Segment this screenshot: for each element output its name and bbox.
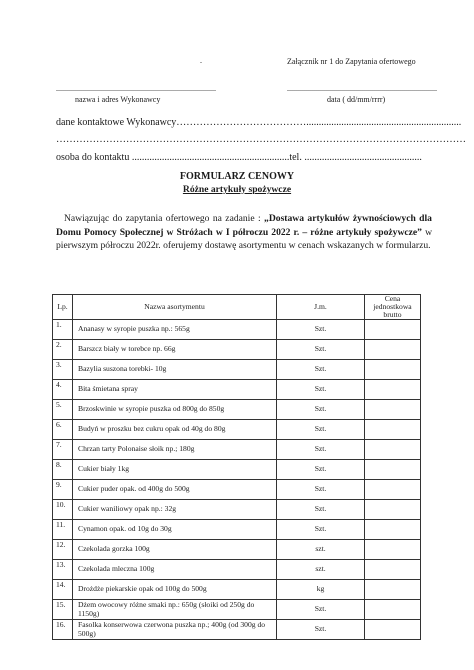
price-cell[interactable] [365,560,421,580]
table-row [53,500,421,520]
price-cell[interactable] [365,460,421,480]
row-lp: 11. [53,520,73,540]
price-cell[interactable] [365,520,421,540]
header-name: Nazwa asortymentu [73,295,277,320]
header-lp: Lp. [53,295,73,320]
row-name: Cukier biały 1kg [73,460,277,480]
price-cell[interactable] [365,340,421,360]
table-header-row [53,295,421,320]
row-name: Chrzan tarty Polonaise słoik np.; 180g [73,440,277,460]
table-row [53,480,421,500]
row-lp: 5. [53,400,73,420]
row-name: Dżem owocowy różne smaki np.: 650g (słoiki od 250g do 1150g) [73,600,277,620]
price-table [52,294,421,640]
row-lp: 8. [53,460,73,480]
row-unit: Szt. [277,600,365,620]
row-name: Bita śmietana spray [73,380,277,400]
table-row [53,340,421,360]
row-lp: 15. [53,600,73,620]
table-row [53,580,421,600]
row-name: Bazylia suszona torebki- 10g [73,360,277,380]
row-unit: kg [277,580,365,600]
intro-text-end: w pierwszym półroczu 2022r. oferujemy dostawę asortymentu w cenach wskazanych w formularzu. [56,226,432,252]
contractor-label: nazwa i adres Wykonawcy [75,95,161,104]
row-unit: Szt. [277,360,365,380]
table-row [53,560,421,580]
price-cell[interactable] [365,580,421,600]
row-unit: Szt. [277,420,365,440]
row-name: Budyń w proszku bez cukru opak od 40g do 80g [73,420,277,440]
row-name: Barszcz biały w torebce np. 66g [73,340,277,360]
row-unit: szt. [277,560,365,580]
row-lp: 10. [53,500,73,520]
price-cell[interactable] [365,620,421,640]
row-unit: Szt. [277,520,365,540]
row-lp: 1. [53,320,73,340]
row-unit: Szt. [277,460,365,480]
contact-line-1: dane kontaktowe Wykonawcy………………………………….............................................................. [56,117,462,128]
intro-task-name: „Dostawa artykułów żywnościowych dla Domu Pomocy Społecznej w Stróżach w I półroczu 2022 r. – różne artykuły spożywcze” [56,213,432,238]
row-name: Brzoskwinie w syropie puszka od 800g do 850g [73,400,277,420]
table-row [53,540,421,560]
row-name: Ananasy w syropie puszka np.: 565g [73,320,277,340]
contact-line-3: osoba do kontaktu ...............................................................tel. ............................................... [56,152,422,163]
date-dots: ........................................................................... [287,84,437,93]
row-name: Czekolada mleczna 100g [73,560,277,580]
table-row [53,600,421,620]
price-cell[interactable] [365,320,421,340]
price-cell[interactable] [365,440,421,460]
table-row [53,360,421,380]
table-row [53,620,421,640]
row-lp: 16. [53,620,73,640]
row-unit: Szt. [277,340,365,360]
row-unit: Szt. [277,440,365,460]
price-cell[interactable] [365,420,421,440]
row-lp: 13. [53,560,73,580]
row-unit: Szt. [277,320,365,340]
row-lp: 9. [53,480,73,500]
row-lp: 6. [53,420,73,440]
table-row [53,380,421,400]
row-unit: Szt. [277,620,365,640]
row-name: Cukier waniliowy opak np.: 32g [73,500,277,520]
price-cell[interactable] [365,600,421,620]
row-lp: 4. [53,380,73,400]
attachment-note: Załącznik nr 1 do Zapytania ofertowego [287,57,416,66]
contact-line-2: …………………………………………………………………………………………………………… [56,134,466,145]
row-name: Czekolada gorzka 100g [73,540,277,560]
date-label: data ( dd/mm/rrrr) [327,95,386,104]
table-row [53,400,421,420]
row-lp: 12. [53,540,73,560]
row-unit: szt. [277,540,365,560]
table-row [53,420,421,440]
table-row [53,520,421,540]
intro-paragraph [56,212,432,253]
row-unit: Szt. [277,400,365,420]
price-cell[interactable] [365,540,421,560]
top-dot: . [200,56,202,65]
table-row [53,460,421,480]
contractor-dots: ................................................................................ [56,84,216,93]
row-lp: 7. [53,440,73,460]
row-name: Drożdże piekarskie opak od 100g do 500g [73,580,277,600]
row-unit: Szt. [277,500,365,520]
row-name: Fasolka konserwowa czerwona puszka np.; 400g (od 300g do 500g) [73,620,277,640]
row-lp: 3. [53,360,73,380]
price-cell[interactable] [365,400,421,420]
price-cell[interactable] [365,380,421,400]
price-cell[interactable] [365,360,421,380]
row-name: Cynamon opak. od 10g do 30g [73,520,277,540]
price-cell[interactable] [365,480,421,500]
table-row [53,440,421,460]
header-unit: J.m. [277,295,365,320]
table-row [53,320,421,340]
row-unit: Szt. [277,480,365,500]
intro-text-start: Nawiązując do zapytania ofertowego na zadanie : [64,213,265,224]
row-name: Cukier puder opak. od 400g do 500g [73,480,277,500]
row-lp: 2. [53,340,73,360]
price-cell[interactable] [365,500,421,520]
header-price: Cena jednostkowa brutto [365,295,421,320]
row-unit: Szt. [277,380,365,400]
row-lp: 14. [53,580,73,600]
form-title: FORMULARZ CENOWY [179,171,295,182]
form-subtitle: Różne artykuły spożywcze [182,184,292,195]
